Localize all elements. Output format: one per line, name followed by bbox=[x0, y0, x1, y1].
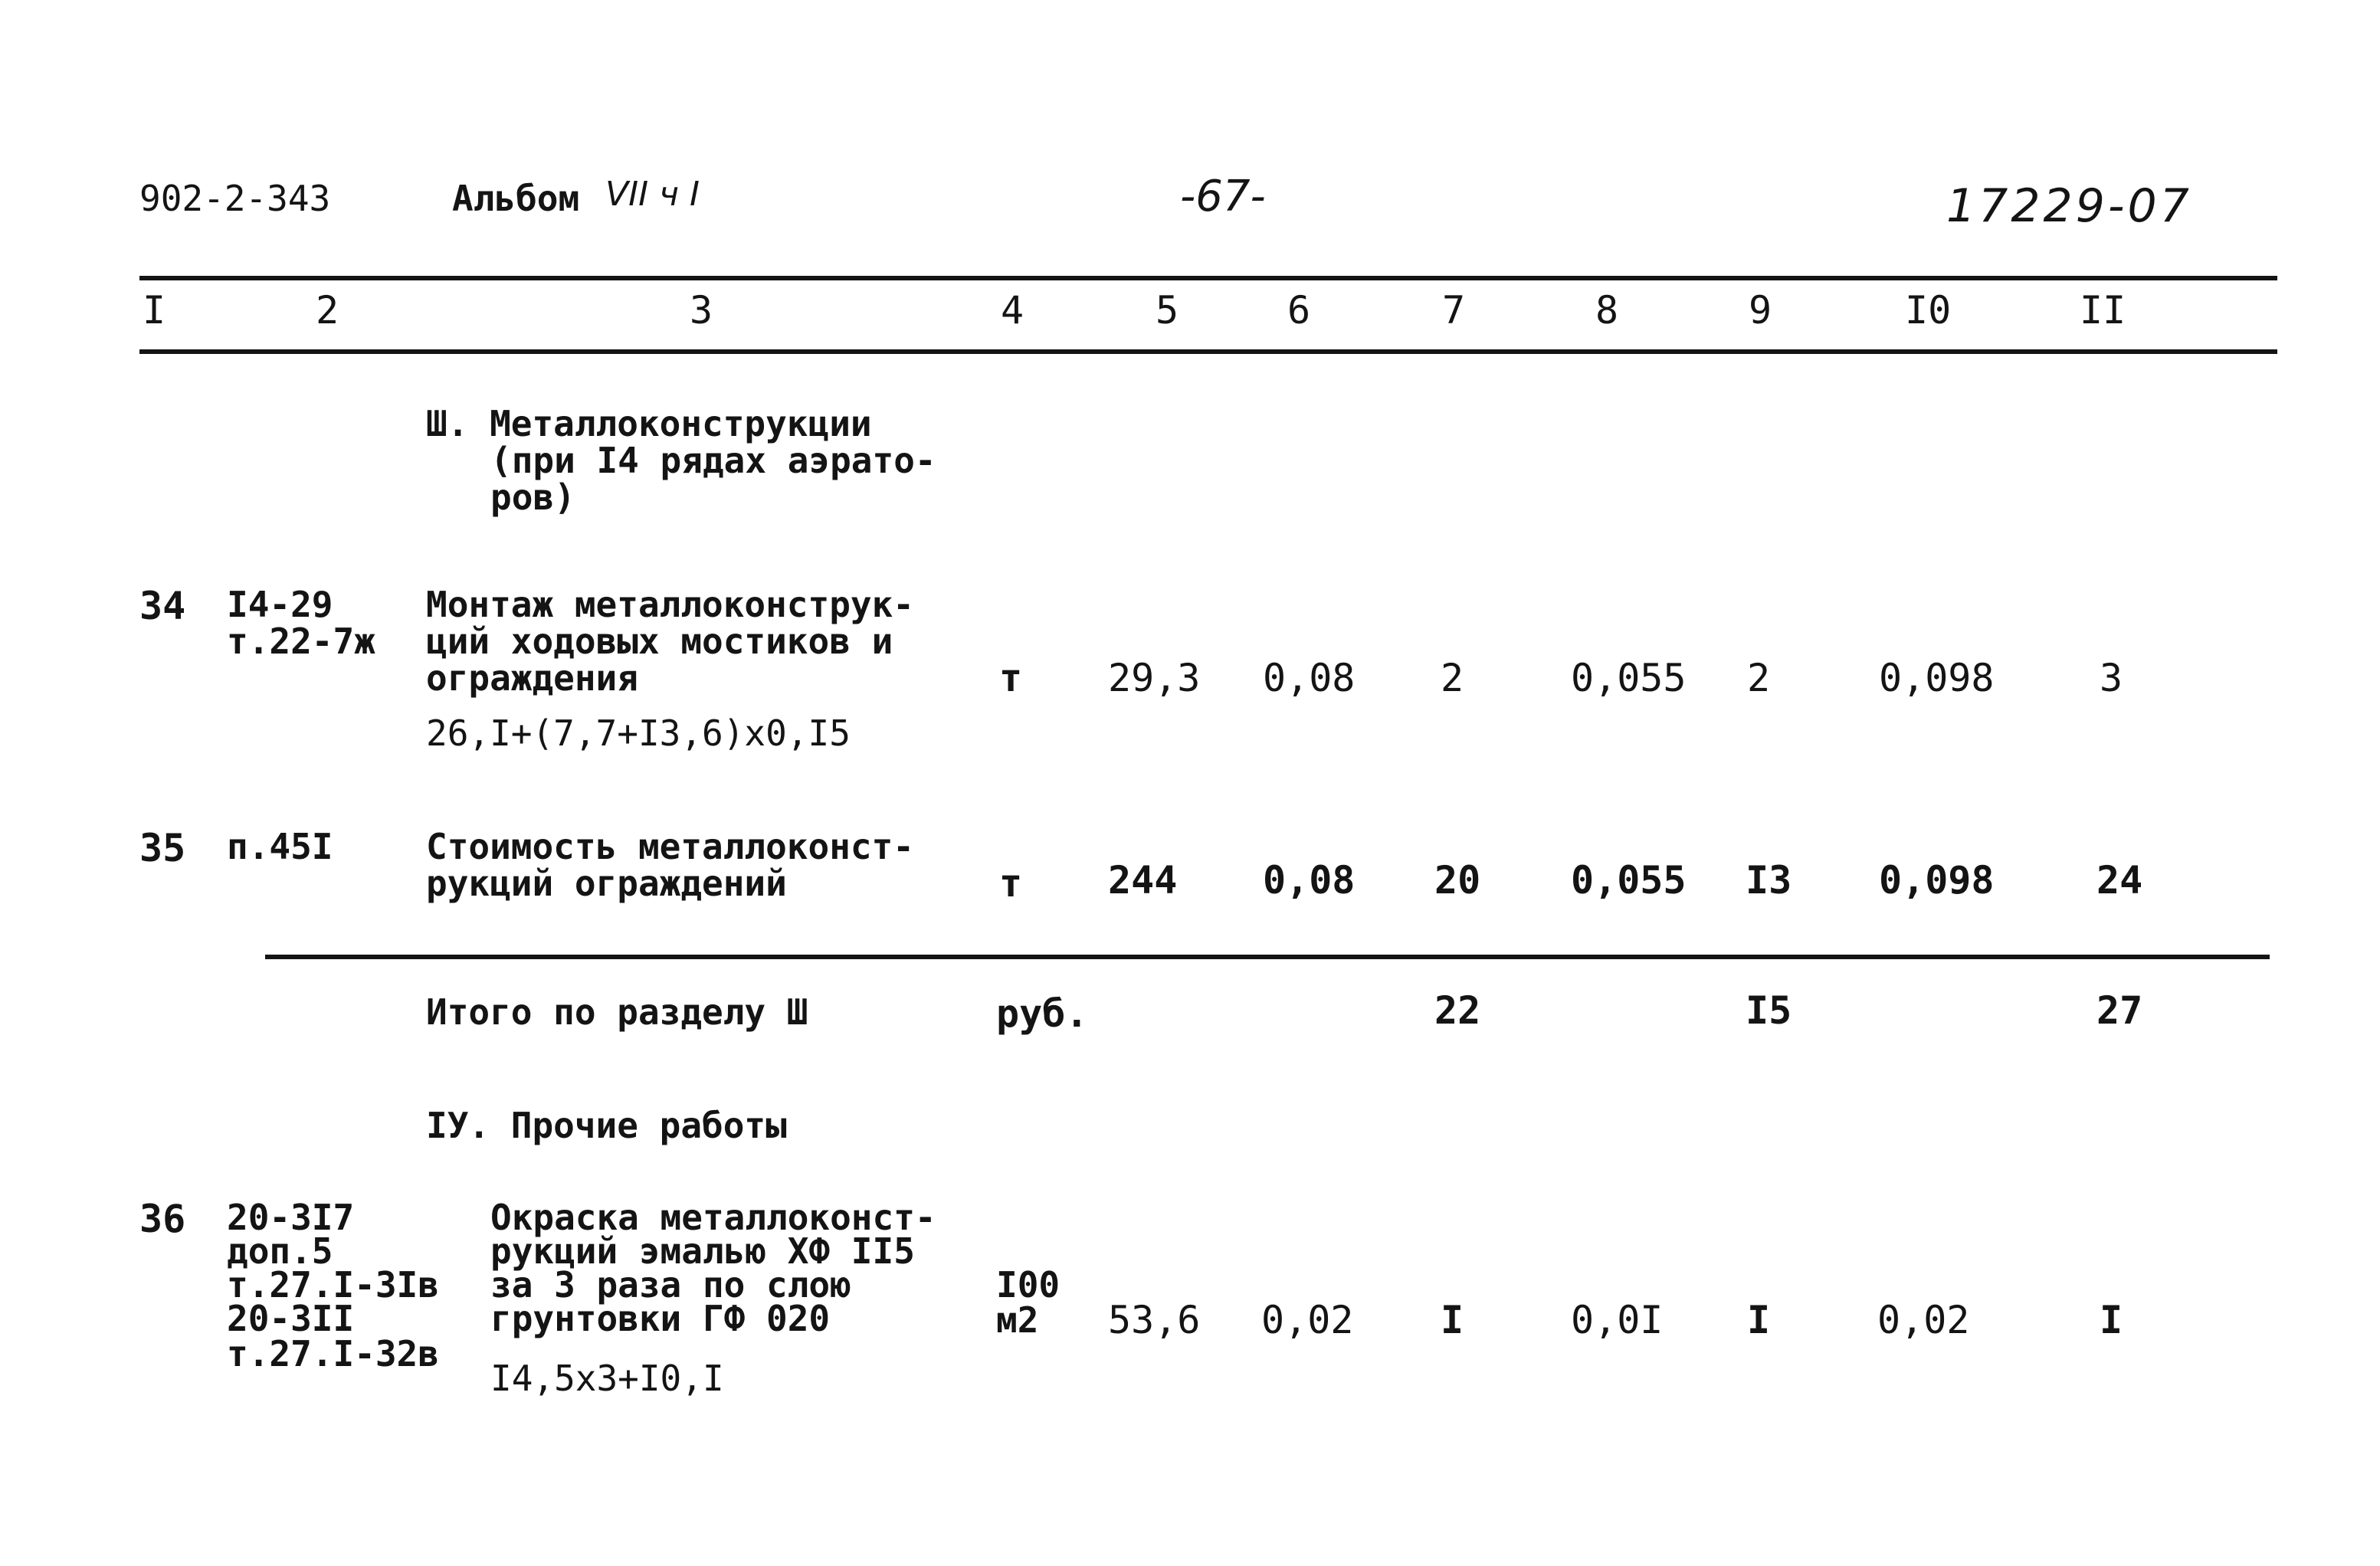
row-34-col9: 2 bbox=[1747, 656, 1771, 700]
row-36-desc-line-1: Окраска металлоконст- bbox=[490, 1197, 936, 1238]
row-36-desc-line-2: рукций эмалью ХФ II5 bbox=[490, 1230, 915, 1272]
column-header-8: 8 bbox=[1595, 288, 1619, 333]
section-3-title-line-3: ров) bbox=[490, 477, 575, 518]
row-35-col10: 0,098 bbox=[1879, 858, 1995, 903]
section-3-title-line-2: (при I4 рядах аэрато- bbox=[490, 440, 936, 481]
section-3-total-unit: руб. bbox=[996, 991, 1089, 1036]
row-34-desc-line-2: ций ходовых мостиков и bbox=[426, 621, 893, 662]
row-35-col5: 244 bbox=[1108, 858, 1178, 903]
section-3-total-col9: I5 bbox=[1746, 988, 1792, 1033]
row-34-formula: 26,I+(7,7+I3,6)x0,I5 bbox=[426, 713, 851, 754]
column-header-11: II bbox=[2080, 288, 2126, 333]
row-35-code-line-1: п.45I bbox=[227, 826, 333, 867]
row-36-col11: I bbox=[2100, 1298, 2123, 1342]
row-34-desc-line-1: Монтаж металлоконструк- bbox=[426, 584, 914, 625]
row-36-col7: I bbox=[1441, 1298, 1464, 1342]
row-35-unit: т bbox=[999, 861, 1023, 906]
row-34-desc-line-3: ограждения bbox=[426, 657, 638, 699]
row-36-col6: 0,02 bbox=[1261, 1298, 1354, 1342]
row-35-desc-line-2: рукций ограждений bbox=[426, 863, 787, 904]
row-36-code-line-3: т.27.I-3Iв bbox=[227, 1264, 439, 1306]
row-36-col8: 0,0I bbox=[1571, 1298, 1664, 1342]
row-36-code-line-1: 20-3I7 bbox=[227, 1197, 355, 1238]
row-36-code-line-4: 20-3II bbox=[227, 1298, 355, 1339]
album-handwritten: VII ч I bbox=[605, 175, 700, 214]
doc-code: 902-2-343 bbox=[139, 178, 331, 219]
row-34-unit: т bbox=[999, 656, 1023, 700]
row-36-unit-line-2: м2 bbox=[996, 1299, 1039, 1341]
header-top-rule bbox=[139, 276, 2277, 280]
row-36-desc-line-3: за 3 раза по слою bbox=[490, 1264, 851, 1306]
section-3-title-line-1: Ш. Металлоконструкции bbox=[426, 403, 872, 444]
row-36-col10: 0,02 bbox=[1877, 1298, 1970, 1342]
row-34-col10: 0,098 bbox=[1879, 656, 1995, 700]
row-34-code-line-1: I4-29 bbox=[227, 584, 333, 625]
section-4-title: IУ. Прочие работы bbox=[426, 1105, 787, 1146]
row-36-code-line-2: доп.5 bbox=[227, 1230, 333, 1272]
row-35-col6: 0,08 bbox=[1263, 858, 1356, 903]
row-34-col6: 0,08 bbox=[1263, 656, 1356, 700]
row-36-col9: I bbox=[1747, 1298, 1771, 1342]
column-header-2: 2 bbox=[316, 288, 339, 333]
section-3-total-col11: 27 bbox=[2096, 988, 2143, 1033]
album-label: Альбом bbox=[452, 178, 580, 219]
column-header-9: 9 bbox=[1749, 288, 1772, 333]
row-34-number: 34 bbox=[139, 584, 186, 628]
row-35-col9: I3 bbox=[1746, 858, 1792, 903]
section-3-total-col7: 22 bbox=[1434, 988, 1481, 1033]
row-35-col7: 20 bbox=[1434, 858, 1481, 903]
row-36-code-line-5: т.27.I-32в bbox=[227, 1333, 439, 1374]
row-34-col7: 2 bbox=[1441, 656, 1464, 700]
column-header-4: 4 bbox=[1001, 288, 1024, 333]
row-36-col5: 53,6 bbox=[1108, 1298, 1201, 1342]
row-35-number: 35 bbox=[139, 826, 186, 870]
column-header-5: 5 bbox=[1156, 288, 1179, 333]
header-bottom-rule bbox=[139, 349, 2277, 354]
row-34-code-line-2: т.22-7ж bbox=[227, 621, 375, 662]
column-header-6: 6 bbox=[1287, 288, 1311, 333]
column-header-7: 7 bbox=[1442, 288, 1466, 333]
row-36-unit-line-1: I00 bbox=[996, 1264, 1061, 1306]
column-header-10: I0 bbox=[1905, 288, 1952, 333]
row-35-desc-line-1: Стоимость металлоконст- bbox=[426, 826, 914, 867]
row-34-col8: 0,055 bbox=[1571, 656, 1687, 700]
row-34-col11: 3 bbox=[2100, 656, 2123, 700]
row-36-number: 36 bbox=[139, 1197, 186, 1241]
reference-number: 17229-07 bbox=[1946, 179, 2192, 233]
row-36-formula: I4,5x3+I0,I bbox=[490, 1358, 724, 1399]
row-35-col8: 0,055 bbox=[1571, 858, 1687, 903]
column-header-1: I bbox=[143, 288, 166, 333]
section-3-total-label: Итого по разделу Ш bbox=[426, 991, 808, 1033]
row-35-col11: 24 bbox=[2096, 858, 2143, 903]
row-36-desc-line-4: грунтовки ГФ 020 bbox=[490, 1298, 831, 1339]
section-3-total-rule bbox=[265, 955, 2270, 959]
column-header-3: 3 bbox=[690, 288, 713, 333]
row-34-col5: 29,3 bbox=[1108, 656, 1201, 700]
page-number: -67- bbox=[1180, 172, 1266, 221]
